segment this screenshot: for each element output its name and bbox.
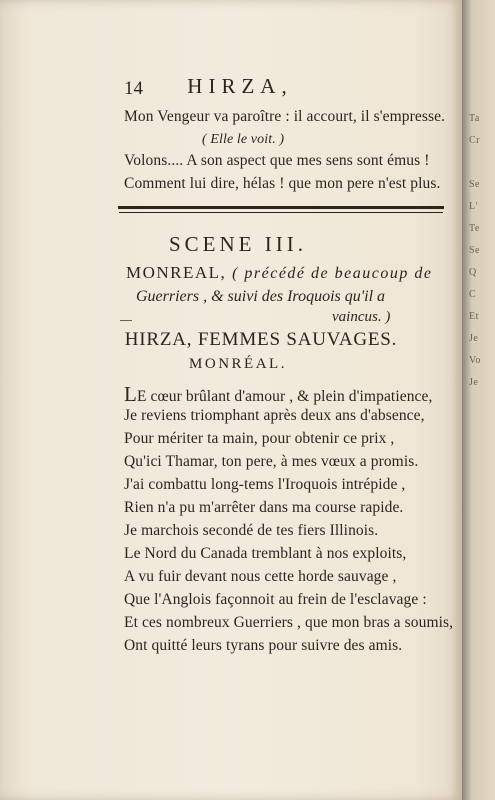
running-head: HIRZA, — [187, 74, 293, 98]
double-rule-divider — [118, 206, 444, 209]
stage-direction: vaincus. ) — [332, 309, 391, 325]
initial-letter: L — [124, 382, 137, 406]
verse-text: E cœur brûlant d'amour , & plein d'impatience, — [136, 388, 433, 405]
page-number: 14 — [124, 78, 143, 99]
stage-direction: ( précédé de beaucoup de — [232, 265, 433, 282]
character-name: MONREAL, — [126, 263, 227, 282]
verse-line: Le Nord du Canada tremblant à nos exploits, — [124, 545, 407, 562]
verse-line: Comment lui dire, hélas ! que mon pere n'est plus. — [124, 175, 441, 192]
verse-line: J'ai combattu long-tems l'Iroquois intrépide , — [124, 476, 406, 493]
verse-line: A vu fuir devant nous cette horde sauvage , — [124, 568, 397, 585]
verse-line: Et ces nombreux Guerriers , que mon bras a soumis, — [124, 614, 454, 631]
adjacent-page-text: Ta Cr Se L' Te Se Q C Et Je Vo Je — [469, 113, 481, 388]
verse-line — [124, 382, 433, 407]
adjacent-page-edge — [462, 0, 495, 800]
verse-line: Je reviens triomphant après deux ans d'absence, — [124, 407, 425, 424]
character-entry — [126, 263, 432, 283]
verse-line: Volons.... A son aspect que mes sens sont émus ! — [124, 152, 430, 169]
verse-line: Qu'ici Thamar, ton pere, à mes vœux a promis. — [124, 453, 419, 470]
verse-line: Je marchois secondé de tes fiers Illinois. — [124, 522, 379, 539]
characters-list: HIRZA, FEMMES SAUVAGES. — [124, 329, 398, 350]
speaker-label: MONRÉAL. — [189, 356, 287, 372]
verse-line: Que l'Anglois façonnoit au frein de l'esclavage : — [124, 591, 427, 608]
margin-mark — [120, 320, 132, 321]
scene-heading: SCENE III. — [169, 232, 307, 256]
verse-line: Mon Vengeur va paroître : il accourt, il s'empresse. — [124, 108, 446, 125]
stage-direction: Guerriers , & suivi des Iroquois qu'il a — [136, 288, 386, 305]
stage-direction: ( Elle le voit. ) — [202, 132, 285, 147]
verse-line: Rien n'a pu m'arrêter dans ma course rapide. — [124, 499, 404, 516]
verse-line: Pour mériter ta main, pour obtenir ce prix , — [124, 430, 395, 447]
verse-line: Ont quitté leurs tyrans pour suivre des amis. — [124, 637, 403, 654]
